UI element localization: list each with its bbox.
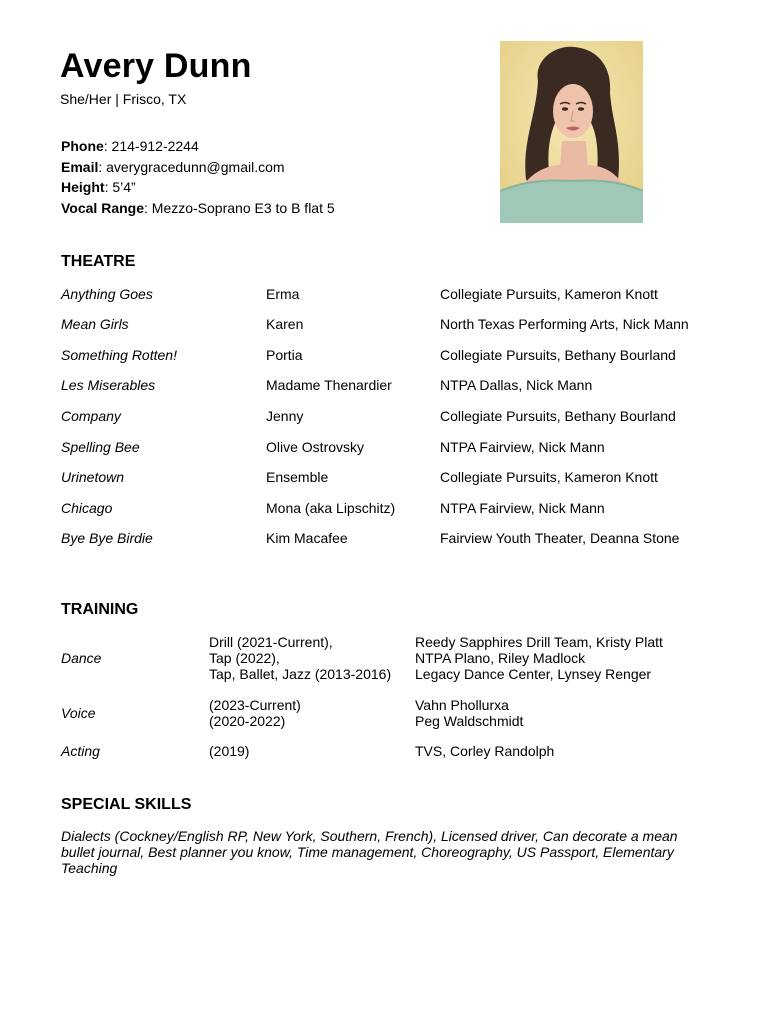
vocal-range-row [61,198,335,219]
role: Karen [266,316,304,332]
height-row [61,177,335,198]
email-row [61,157,335,178]
training-teacher-line: Vahn Phollurxa [415,697,509,713]
training-row-voice [61,697,741,729]
email-value: : averygracedunn@gmail.com [98,158,285,175]
headshot-photo [500,41,643,223]
theatre-row [61,376,741,394]
phone-row [61,136,335,157]
training-year-line: Tap, Ballet, Jazz (2013-2016) [209,666,392,682]
training-heading: TRAINING [61,601,139,618]
role: Jenny [266,408,304,424]
training-teacher-line: NTPA Plano, Riley Madlock [415,650,586,666]
training-year-line: (2023-Current) [209,697,301,713]
production: Collegiate Pursuits, Kameron Knott [440,286,658,302]
show-title: Chicago [61,500,113,516]
theatre-row [61,529,741,547]
training-category: Dance [61,650,102,666]
theatre-row [61,468,741,486]
show-title: Something Rotten! [61,347,177,363]
theatre-row [61,438,741,456]
role: Madame Thenardier [266,377,392,393]
show-title: Mean Girls [61,316,129,332]
theatre-row [61,407,741,425]
training-teacher-line: Reedy Sapphires Drill Team, Kristy Platt [415,634,663,650]
show-title: Anything Goes [61,286,153,302]
phone-value: : 214-912-2244 [103,138,199,154]
email-label: Email [61,158,99,175]
training-row-acting [61,743,741,759]
theatre-row [61,315,741,333]
show-title: Bye Bye Birdie [61,530,153,546]
training-teacher-line: Legacy Dance Center, Lynsey Renger [415,666,652,682]
training-category: Voice [61,705,96,721]
height-value: : 5’4” [104,179,136,195]
production: NTPA Fairview, Nick Mann [440,500,605,516]
training-teacher-line: TVS, Corley Randolph [415,743,555,759]
production: Collegiate Pursuits, Kameron Knott [440,469,658,485]
training-teachers [415,743,554,759]
height-label: Height [61,179,105,195]
contact-block [61,136,335,218]
production: North Texas Performing Arts, Nick Mann [440,316,689,332]
training-teachers [415,634,663,682]
production: NTPA Dallas, Nick Mann [440,377,593,393]
training-teachers [415,697,523,729]
show-title: Spelling Bee [61,439,140,455]
training-years [209,743,249,759]
show-title: Company [61,408,121,424]
role: Kim Macafee [266,530,348,546]
production: Collegiate Pursuits, Bethany Bourland [440,347,676,363]
show-title: Urinetown [61,469,125,485]
special-skills-text: Dialects (Cockney/English RP, New York, Southern, French), Licensed driver, Can decorate a mean bullet journal, Best planner you know, Time management, Choreography, US Passport, Elementary Teaching [61,828,678,877]
role: Olive Ostrovsky [266,439,365,455]
training-year-line: (2019) [209,743,250,759]
theatre-heading: THEATRE [61,253,136,270]
training-year-line: Tap (2022), [209,650,280,666]
theatre-row [61,346,741,364]
pronouns-location: She/Her | Frisco, TX [60,91,187,107]
production: NTPA Fairview, Nick Mann [440,439,605,455]
production: Fairview Youth Theater, Deanna Stone [440,530,680,546]
vocal-range-label: Vocal Range [61,199,144,216]
theatre-row [61,285,741,303]
vocal-range-value: : Mezzo-Soprano E3 to B flat 5 [144,199,335,216]
production: Collegiate Pursuits, Bethany Bourland [440,408,676,424]
training-category: Acting [61,743,100,759]
training-teacher-line: Peg Waldschmidt [415,713,524,729]
special-skills-heading: SPECIAL SKILLS [61,796,192,813]
training-row-dance [61,634,741,682]
training-years [209,697,301,729]
role: Portia [266,347,303,363]
theatre-row [61,499,741,517]
role: Mona (aka Lipschitz) [266,500,396,516]
phone-label: Phone [61,138,104,154]
training-year-line: Drill (2021-Current), [209,634,333,650]
role: Ensemble [266,469,329,485]
role: Erma [266,286,300,302]
training-year-line: (2020-2022) [209,713,286,729]
show-title: Les Miserables [61,377,156,393]
resume-name: Avery Dunn [60,47,252,85]
training-years [209,634,391,682]
